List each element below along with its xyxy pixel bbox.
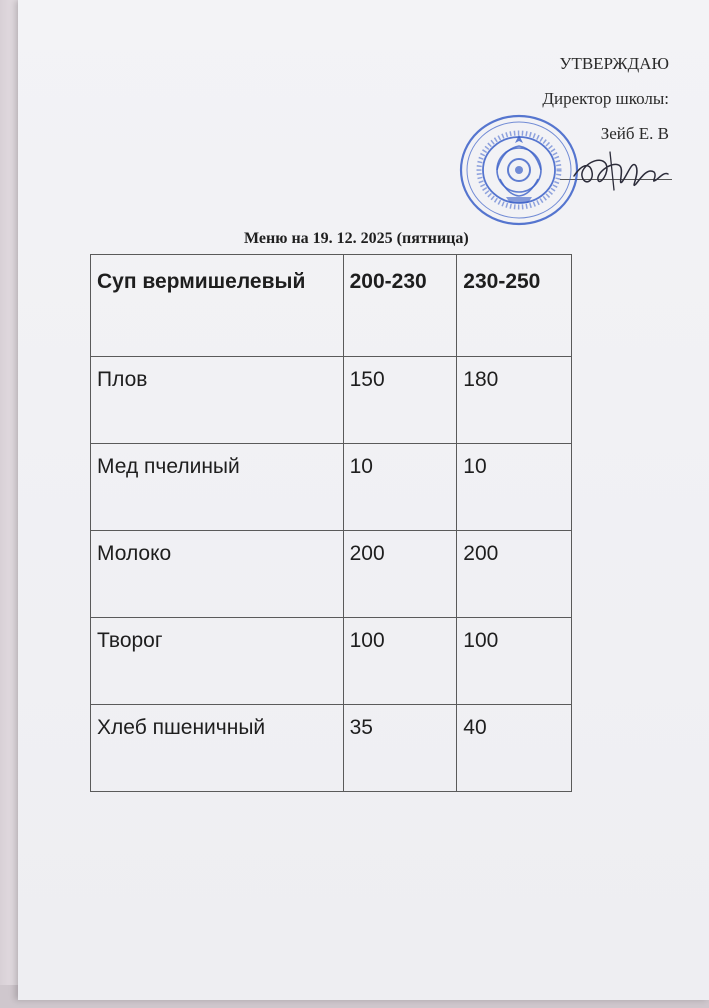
table-row: [91, 531, 572, 618]
header-dish: Суп вермишелевый: [91, 255, 344, 357]
school-seal-icon: [458, 113, 580, 227]
portion-2: 200: [457, 531, 572, 618]
portion-2: 180: [457, 357, 572, 444]
portion-2: 100: [457, 618, 572, 705]
header-portion-2: 230-250: [457, 255, 572, 357]
dish-name: Хлеб пшеничный: [91, 705, 344, 792]
table-row: [91, 357, 572, 444]
table-row: [91, 444, 572, 531]
dish-name: Молоко: [91, 531, 344, 618]
portion-1: 100: [343, 618, 457, 705]
approval-position: Директор школы:: [542, 89, 669, 108]
portion-2: 40: [457, 705, 572, 792]
dish-name: Творог: [91, 618, 344, 705]
approval-name: Зейб Е. В: [600, 124, 669, 143]
table-header-row: [91, 255, 572, 357]
header-portion-1: 200-230: [343, 255, 457, 357]
menu-table: [90, 254, 572, 792]
table-row: [91, 705, 572, 792]
portion-1: 200: [343, 531, 457, 618]
table-row: [91, 618, 572, 705]
approval-title: УТВЕРЖДАЮ: [559, 54, 669, 73]
director-signature: [570, 146, 670, 192]
portion-1: 35: [343, 705, 457, 792]
portion-2: 10: [457, 444, 572, 531]
dish-name: Мед пчелиный: [91, 444, 344, 531]
menu-title: Меню на 19. 12. 2025 (пятница): [244, 230, 469, 247]
dish-name: Плов: [91, 357, 344, 444]
portion-1: 150: [343, 357, 457, 444]
portion-1: 10: [343, 444, 457, 531]
